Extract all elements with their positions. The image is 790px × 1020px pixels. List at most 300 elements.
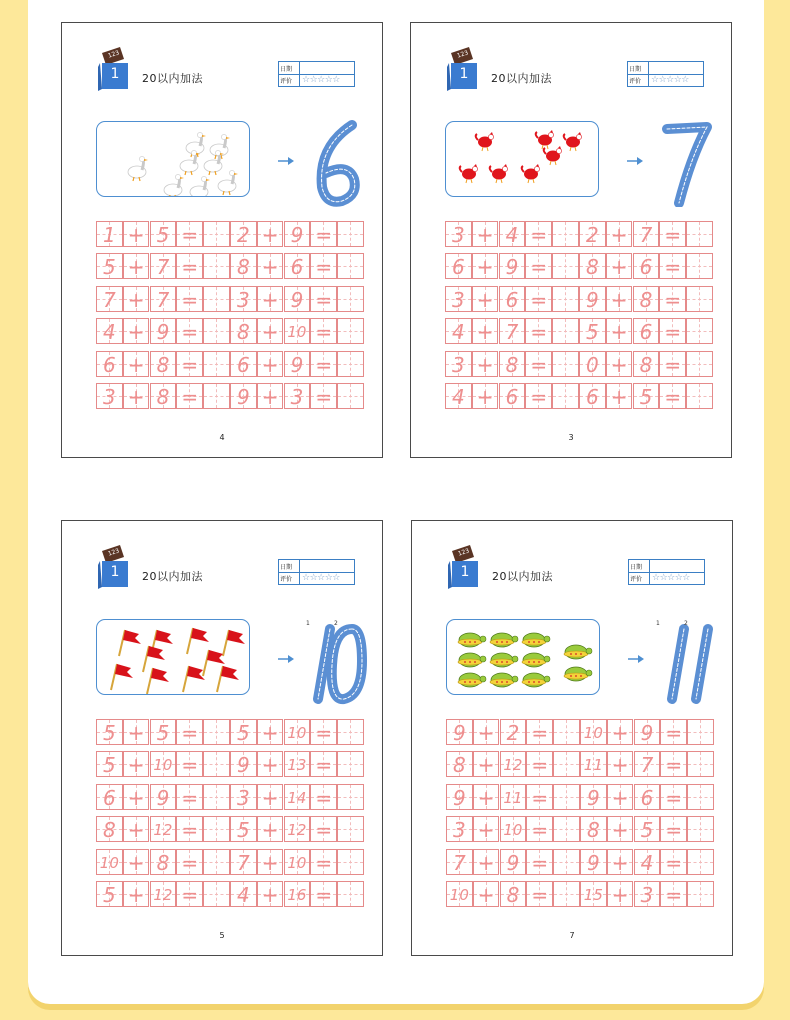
grid-cell[interactable] (659, 286, 686, 312)
grid-cell (284, 784, 311, 810)
grid-cell[interactable] (553, 784, 580, 810)
practice-row (96, 221, 366, 248)
stroke-order-label: 2 (684, 620, 688, 627)
grid-cell[interactable] (310, 253, 337, 279)
grid-cell[interactable] (337, 881, 364, 907)
grid-cell[interactable] (203, 383, 230, 409)
cell-value: 10 (287, 853, 307, 872)
grid-cell (257, 881, 284, 907)
grid-cell (446, 784, 473, 810)
grid-cell[interactable] (553, 719, 580, 745)
grid-cell (607, 719, 634, 745)
cell-value (554, 882, 579, 906)
cell-value (338, 384, 363, 408)
grid-cell[interactable] (553, 881, 580, 907)
cell-value: 5 (102, 882, 116, 907)
cell-value: + (127, 721, 145, 745)
page-title: 20以内加法 (492, 570, 553, 583)
grid-cell[interactable] (686, 383, 713, 409)
cell-value: = (531, 721, 549, 745)
target-number-value (300, 615, 301, 616)
cell-value (338, 850, 363, 874)
cell-value: 5 (102, 255, 116, 280)
cell-value: = (181, 882, 199, 907)
grid-cell (284, 318, 311, 344)
cell-value: + (127, 255, 145, 280)
grid-cell[interactable] (176, 751, 203, 777)
grid-cell (634, 784, 661, 810)
cell-value: = (181, 223, 199, 247)
grid-cell (500, 849, 527, 875)
cell-value (204, 287, 229, 311)
grid-cell[interactable] (552, 351, 579, 377)
grid-cell (257, 719, 284, 745)
cell-value: 4 (451, 320, 465, 345)
grid-cell (150, 253, 177, 279)
cell-value: 6 (102, 785, 116, 810)
cell-value: + (261, 287, 279, 312)
rating-label: 评价 (280, 576, 293, 583)
cell-value: 5 (639, 384, 653, 409)
cell-value: 9 (505, 255, 519, 280)
practice-row (446, 849, 716, 876)
divider (649, 572, 650, 584)
cell-value: = (181, 785, 199, 810)
cell-value: + (476, 320, 494, 345)
grid-cell[interactable] (552, 383, 579, 409)
cell-value: + (261, 882, 279, 907)
grid-cell[interactable] (552, 286, 579, 312)
turtle-icon (522, 633, 550, 647)
cell-value: = (665, 785, 683, 810)
grid-cell (284, 286, 311, 312)
grid-cell[interactable] (553, 816, 580, 842)
cell-value: 5 (585, 320, 599, 345)
grid-cell (284, 816, 311, 842)
grid-cell[interactable] (553, 849, 580, 875)
date-label: 日期 (629, 66, 642, 73)
cell-value: 8 (506, 882, 520, 907)
grid-cell (123, 719, 150, 745)
cell-value: + (477, 882, 495, 907)
grid-cell (579, 221, 606, 247)
cell-value (553, 287, 578, 311)
cell-value: 6 (451, 255, 465, 280)
grid-cell[interactable] (526, 881, 553, 907)
practice-grid (96, 221, 366, 415)
grid-cell[interactable] (687, 784, 714, 810)
grid-cell (96, 849, 123, 875)
grid-cell (150, 784, 177, 810)
grid-cell[interactable] (687, 719, 714, 745)
target-number-value (650, 615, 651, 616)
grid-cell (446, 816, 473, 842)
grid-cell[interactable] (337, 221, 364, 247)
grid-cell[interactable] (337, 719, 364, 745)
grid-cell[interactable] (203, 881, 230, 907)
grid-cell[interactable] (526, 816, 553, 842)
star-rating-icons[interactable]: ☆☆☆☆☆ (651, 75, 689, 85)
cell-value: 7 (505, 320, 519, 345)
grid-cell[interactable] (660, 881, 687, 907)
grid-cell[interactable] (687, 816, 714, 842)
cell-value (204, 352, 229, 376)
cell-value (553, 254, 578, 278)
grid-cell[interactable] (203, 816, 230, 842)
grid-cell[interactable] (526, 719, 553, 745)
grid-cell[interactable] (176, 221, 203, 247)
grid-cell (230, 719, 257, 745)
turtle-icon (490, 633, 518, 647)
grid-cell[interactable] (176, 719, 203, 745)
grid-cell[interactable] (659, 383, 686, 409)
star-rating-icons[interactable]: ☆☆☆☆☆ (302, 75, 340, 85)
grid-cell (257, 318, 284, 344)
cell-value (688, 720, 713, 744)
grid-cell (580, 849, 607, 875)
grid-cell (579, 286, 606, 312)
star-rating-icons[interactable]: ☆☆☆☆☆ (302, 573, 340, 583)
cell-value: + (261, 785, 279, 810)
cell-value: 8 (156, 384, 170, 409)
grid-cell (634, 751, 661, 777)
practice-row (96, 816, 366, 843)
cell-value: 8 (586, 818, 600, 843)
cell-value: 0 (585, 352, 599, 377)
cell-value: 8 (156, 352, 170, 377)
grid-cell (96, 221, 123, 247)
cell-value: = (315, 850, 333, 875)
grid-cell[interactable] (176, 881, 203, 907)
grid-cell[interactable] (525, 286, 552, 312)
grid-cell[interactable] (310, 286, 337, 312)
grid-cell[interactable] (203, 351, 230, 377)
grid-cell (446, 881, 473, 907)
grid-cell (284, 253, 311, 279)
star-rating-icons[interactable]: ☆☆☆☆☆ (652, 573, 690, 583)
grid-cell[interactable] (659, 221, 686, 247)
grid-cell[interactable] (337, 351, 364, 377)
grid-cell (499, 286, 526, 312)
grid-cell[interactable] (525, 351, 552, 377)
grid-cell[interactable] (337, 784, 364, 810)
cell-value: + (261, 320, 279, 345)
cell-value: 6 (102, 352, 116, 377)
cell-value: 6 (236, 352, 250, 377)
cell-value: 6 (640, 785, 654, 810)
divider (299, 62, 300, 74)
cell-value: 9 (156, 785, 170, 810)
book-icon (445, 47, 479, 91)
grid-cell (499, 383, 526, 409)
rating-row (279, 74, 354, 86)
page-title: 20以内加法 (491, 72, 552, 85)
cell-value: + (261, 352, 279, 377)
grid-cell[interactable] (176, 318, 203, 344)
grid-cell[interactable] (660, 816, 687, 842)
grid-cell[interactable] (687, 849, 714, 875)
date-rating-box (627, 61, 704, 87)
rooster-icon (490, 164, 508, 183)
divider (648, 62, 649, 74)
worksheet-page (411, 520, 733, 956)
grid-cell[interactable] (659, 253, 686, 279)
cell-value (338, 720, 363, 744)
grid-cell[interactable] (659, 318, 686, 344)
page-header (445, 47, 707, 91)
cell-value (687, 287, 712, 311)
cell-value: = (665, 818, 683, 843)
rating-label: 评价 (629, 78, 642, 85)
grid-cell[interactable] (176, 383, 203, 409)
grid-cell[interactable] (176, 351, 203, 377)
grid-cell[interactable] (310, 816, 337, 842)
grid-cell (96, 383, 123, 409)
grid-cell[interactable] (203, 253, 230, 279)
cell-value: + (476, 223, 494, 247)
grid-cell (500, 816, 527, 842)
grid-cell[interactable] (552, 221, 579, 247)
grid-cell[interactable] (176, 816, 203, 842)
page-header (446, 545, 708, 589)
grid-cell[interactable] (176, 286, 203, 312)
cell-value: = (181, 320, 199, 345)
cell-value: = (181, 255, 199, 280)
grid-cell[interactable] (310, 751, 337, 777)
grid-cell[interactable] (176, 784, 203, 810)
grid-cell[interactable] (525, 383, 552, 409)
cell-value: 7 (236, 850, 250, 875)
grid-cell[interactable] (552, 253, 579, 279)
grid-cell (150, 351, 177, 377)
grid-cell[interactable] (526, 784, 553, 810)
grid-cell[interactable] (176, 253, 203, 279)
cell-value: + (610, 320, 628, 345)
turtle-icon (564, 667, 592, 681)
grid-cell[interactable] (686, 221, 713, 247)
cell-value: + (127, 850, 145, 875)
cell-value: = (181, 352, 199, 377)
grid-cell[interactable] (176, 849, 203, 875)
grid-cell[interactable] (337, 253, 364, 279)
cell-value: 9 (506, 850, 520, 875)
cell-value: 12 (503, 756, 523, 775)
page-number: 5 (219, 931, 225, 940)
cell-value: + (261, 753, 279, 778)
grid-cell[interactable] (310, 881, 337, 907)
cell-value (338, 352, 363, 376)
cell-value: 11 (503, 788, 523, 807)
rating-label: 评价 (280, 78, 293, 85)
grid-cell[interactable] (310, 784, 337, 810)
grid-cell[interactable] (310, 719, 337, 745)
grid-cell[interactable] (525, 318, 552, 344)
grid-cell[interactable] (686, 286, 713, 312)
target-number-value (300, 117, 301, 118)
cell-value: 9 (452, 785, 466, 810)
practice-row (96, 351, 366, 378)
grid-cell (634, 849, 661, 875)
grid-cell[interactable] (337, 751, 364, 777)
cell-value: 2 (585, 223, 599, 247)
book-icon (96, 545, 130, 589)
grid-cell[interactable] (203, 318, 230, 344)
grid-cell (499, 351, 526, 377)
grid-cell (445, 221, 472, 247)
cell-value: 8 (236, 255, 250, 280)
grid-cell (123, 784, 150, 810)
grid-cell[interactable] (552, 318, 579, 344)
cell-value: 7 (156, 287, 170, 312)
grid-cell (473, 816, 500, 842)
grid-cell (579, 318, 606, 344)
page-number: 3 (568, 433, 574, 442)
grid-cell[interactable] (687, 751, 714, 777)
cell-value: 8 (585, 255, 599, 280)
cell-value: + (477, 721, 495, 745)
cell-value: = (530, 320, 548, 345)
cell-value: 4 (236, 882, 250, 907)
cell-value: = (181, 287, 199, 312)
grid-cell (123, 751, 150, 777)
grid-cell[interactable] (526, 849, 553, 875)
arrow-right-icon (628, 649, 644, 659)
worksheet-page (61, 22, 383, 458)
flag-icon (183, 666, 205, 692)
cell-value: = (315, 352, 333, 377)
cell-value (338, 752, 363, 776)
grid-cell (230, 253, 257, 279)
grid-cell[interactable] (310, 221, 337, 247)
grid-cell[interactable] (203, 286, 230, 312)
cell-value: 6 (639, 255, 653, 280)
cell-value: = (315, 320, 333, 345)
grid-cell (445, 286, 472, 312)
cell-value (338, 785, 363, 809)
cell-value: + (611, 850, 629, 875)
grid-cell[interactable] (203, 784, 230, 810)
grid-cell[interactable] (660, 719, 687, 745)
cell-value: = (664, 287, 682, 312)
grid-cell[interactable] (310, 383, 337, 409)
grid-cell[interactable] (310, 351, 337, 377)
grid-cell (499, 253, 526, 279)
cell-value: + (610, 352, 628, 377)
cell-value: = (181, 753, 199, 778)
grid-cell (96, 286, 123, 312)
gees-icon (218, 170, 238, 195)
grid-cell[interactable] (553, 751, 580, 777)
cell-value: 5 (156, 223, 170, 247)
cell-value (687, 222, 712, 246)
book-number: 1 (110, 564, 120, 580)
grid-cell (606, 383, 633, 409)
flag-icon (111, 664, 133, 690)
grid-cell[interactable] (337, 286, 364, 312)
grid-cell[interactable] (686, 253, 713, 279)
cell-value: + (127, 352, 145, 377)
flag-icon (217, 666, 239, 692)
cell-value: = (531, 753, 549, 778)
practice-row (445, 351, 715, 378)
cell-value: + (261, 255, 279, 280)
cell-value: 6 (290, 255, 304, 280)
cell-value: 5 (640, 818, 654, 843)
grid-cell (634, 881, 661, 907)
grid-cell (499, 221, 526, 247)
grid-cell (633, 318, 660, 344)
gees-icon (190, 176, 210, 197)
grid-cell[interactable] (337, 318, 364, 344)
cell-value: + (611, 882, 629, 907)
flag-icon (119, 630, 141, 656)
cell-value: = (315, 721, 333, 745)
grid-cell[interactable] (337, 849, 364, 875)
cell-value: 9 (452, 721, 466, 745)
grid-cell (257, 286, 284, 312)
cell-value (338, 287, 363, 311)
cell-value: 10 (287, 323, 307, 342)
divider (648, 74, 649, 86)
practice-grid (446, 719, 716, 913)
grid-cell (633, 253, 660, 279)
grid-cell[interactable] (525, 253, 552, 279)
grid-cell[interactable] (310, 318, 337, 344)
grid-cell[interactable] (526, 751, 553, 777)
stroke-order-label: 1 (306, 620, 310, 627)
grid-cell[interactable] (660, 751, 687, 777)
page-header (96, 545, 358, 589)
grid-cell[interactable] (203, 751, 230, 777)
grid-cell (284, 383, 311, 409)
cell-value (553, 352, 578, 376)
grid-cell[interactable] (203, 849, 230, 875)
grid-cell (473, 849, 500, 875)
grid-cell (123, 253, 150, 279)
grid-cell (257, 751, 284, 777)
rating-row (279, 572, 354, 584)
grid-cell[interactable] (686, 318, 713, 344)
cell-value (204, 720, 229, 744)
practice-row (445, 221, 715, 248)
grid-cell[interactable] (310, 849, 337, 875)
grid-cell[interactable] (337, 383, 364, 409)
grid-cell[interactable] (337, 816, 364, 842)
grid-cell (257, 383, 284, 409)
turtle-icon (522, 653, 550, 667)
grid-cell[interactable] (687, 881, 714, 907)
turtle-icon (458, 673, 486, 687)
grid-cell[interactable] (525, 221, 552, 247)
cell-value: 10 (287, 724, 307, 742)
cell-value: + (476, 384, 494, 409)
grid-cell[interactable] (203, 719, 230, 745)
cell-value: = (664, 255, 682, 280)
cell-value (204, 254, 229, 278)
cell-value: = (530, 223, 548, 247)
cell-value: 8 (236, 320, 250, 345)
grid-cell (634, 719, 661, 745)
grid-cell[interactable] (686, 351, 713, 377)
grid-cell[interactable] (659, 351, 686, 377)
target-number-tracing (649, 117, 719, 207)
gees-icon (128, 156, 148, 181)
practice-row (445, 286, 715, 313)
grid-cell[interactable] (203, 221, 230, 247)
grid-cell[interactable] (660, 849, 687, 875)
grid-cell[interactable] (660, 784, 687, 810)
date-label: 日期 (280, 66, 293, 73)
